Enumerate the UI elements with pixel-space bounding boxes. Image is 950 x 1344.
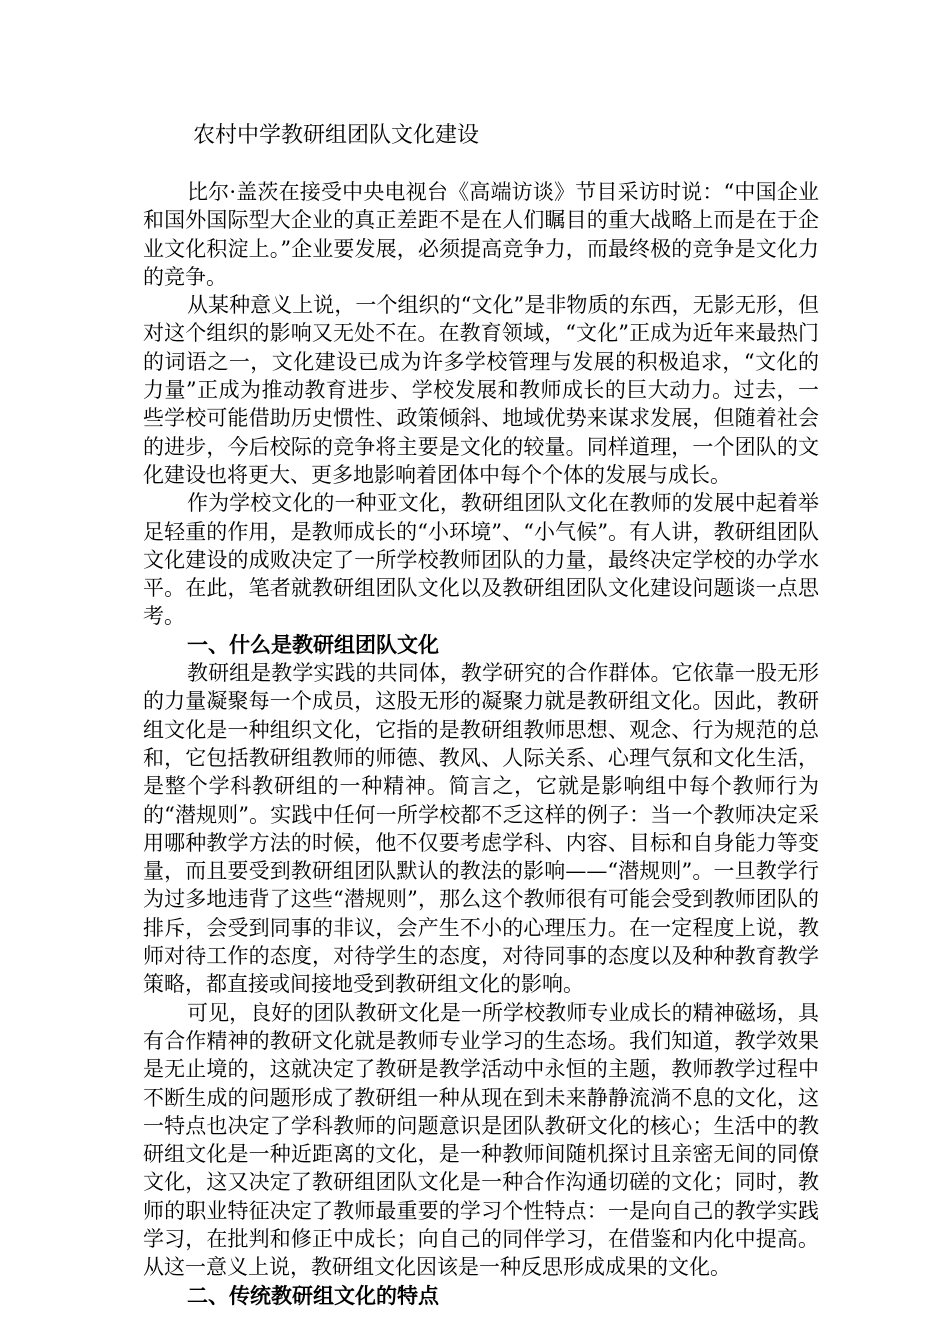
paragraph-section1-2: 可见，良好的团队教研文化是一所学校教师专业成长的精神磁场，具有合作精神的教研文化就是教师专业学习的生态场。我们知道，教学效果是无止境的，这就决定了教研是教学活动中永恒的主题，教师教学过程中不断生成的问题形成了教研组一种从现在到未来静静流淌不息的文化，这一特点也决定了学科教师的问题意识是团队教研文化的核心；生活中的教研组文化是一种近距离的文化，是一种教师间随机探讨且亲密无间的同僚文化，这又决定了教研组团队文化是一种合作沟通切磋的文化；同时，教师的职业特征决定了教师最重要的学习个性特点：一是向自己的教学实践学习，在批判和修正中成长；向自己的同伴学习，在借鉴和内化中提高。从这一意义上说，教研组文化因该是一种反思形成成果的文化。 bbox=[143, 1000, 819, 1280]
paragraph-section1-1: 教研组是教学实践的共同体，教学研究的合作群体。它依靠一股无形的力量凝聚每一个成员，这股无形的凝聚力就是教研组文化。因此，教研组文化是一种组织文化，它指的是教研组教师思想、观念、行为规范的总和，它包括教研组教师的师德、教风、人际关系、心理气氛和文化生活，是整个学科教研组的一种精神。简言之，它就是影响组中每个教师行为的“潜规则”。实践中任何一所学校都不乏这样的例子：当一个教师决定采用哪种教学方法的时候，他不仅要考虑学科、内容、目标和自身能力等变量，而且要受到教研组团队默认的教法的影响——“潜规则”。一旦教学行为过多地违背了这些“潜规则”，那么这个教师很有可能会受到教师团队的排斥，会受到同事的非议，会产生不小的心理压力。在一定程度上说，教师对待工作的态度，对待学生的态度，对待同事的态度以及种种教育教学策略，都直接或间接地受到教研组文化的影响。 bbox=[143, 661, 819, 997]
document-title: 农村中学教研组团队文化建设 bbox=[193, 123, 480, 148]
paragraph-intro-3: 作为学校文化的一种亚文化，教研组团队文化在教师的发展中起着举足轻重的作用，是教师成长的“小环境”、“小气候”。有人讲，教研组团队文化建设的成败决定了一所学校教师团队的力量，最终决定学校的办学水平。在此，笔者就教研组团队文化以及教研组团队文化建设问题谈一点思考。 bbox=[143, 491, 819, 629]
section-heading-1: 一、什么是教研组团队文化 bbox=[187, 631, 439, 657]
document-page bbox=[143, 122, 819, 1310]
paragraph-intro-2: 从某种意义上说，一个组织的“文化”是非物质的东西，无影无形，但对这个组织的影响又无处不在。在教育领域，“文化”正成为近年来最热门的词语之一，文化建设已成为许多学校管理与发展的积极追求，“文化的力量”正成为推动教育进步、学校发展和教师成长的巨大动力。过去，一些学校可能借助历史惯性、政策倾斜、地域优势来谋求发展，但随着社会的进步，今后校际的竞争将主要是文化的较量。同样道理，一个团队的文化建设也将更大、更多地影响着团体中每个个体的发展与成长。 bbox=[143, 293, 819, 487]
section-heading-2: 二、传统教研组文化的特点 bbox=[187, 1282, 439, 1308]
paragraph-intro-1: 比尔·盖茨在接受中央电视台《高端访谈》节目采访时说：“中国企业和国外国际型大企业的真正差距不是在人们瞩目的重大战略上而是在于企业文化积淀上。”企业要发展，必须提高竞争力，而最终极的竞争是文化力的竞争。 bbox=[143, 180, 819, 289]
